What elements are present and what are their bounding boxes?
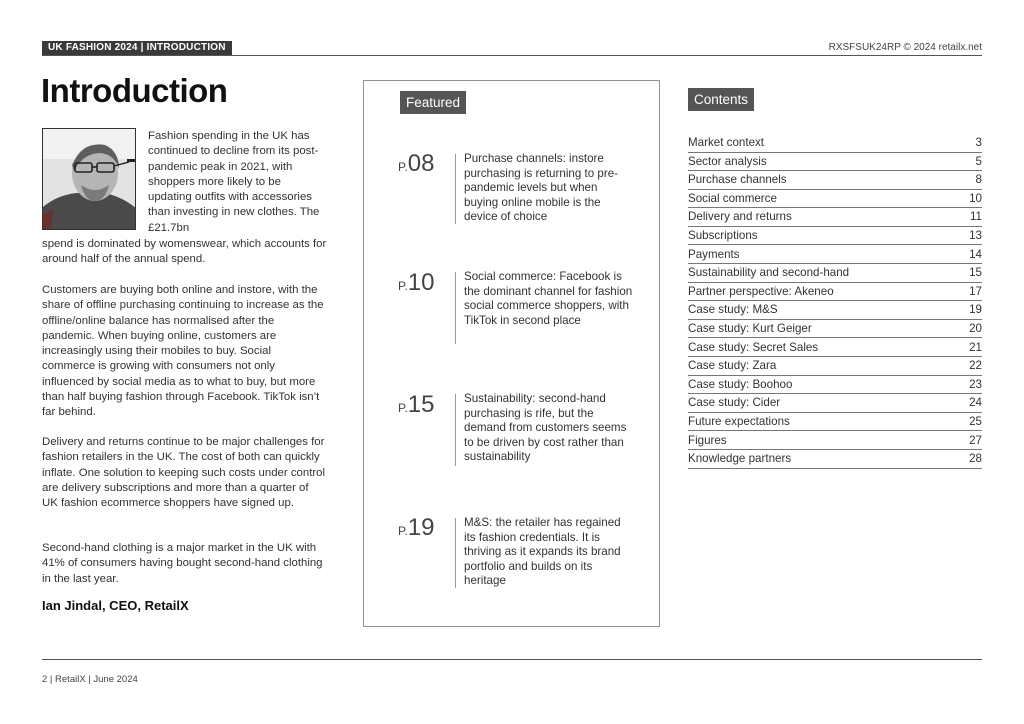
- featured-item-text[interactable]: Social commerce: Facebook is the dominant channel for fashion social commerce shoppers, with TikTok in second place: [464, 270, 633, 327]
- featured-divider: [455, 394, 456, 466]
- toc-item-title: Sector analysis: [688, 154, 767, 168]
- page-title: Introduction: [41, 72, 228, 109]
- featured-divider: [455, 518, 456, 588]
- toc-item-title: Case study: Cider: [688, 396, 781, 410]
- toc-item-title: Subscriptions: [688, 228, 758, 242]
- intro-paragraph-3: Delivery and returns continue to be major challenges for fashion retailers in the UK. The cost of both can quickly inflate. One solution to keeping such costs under control are delivery subscriptions and more than a quarter of UK fashion ecommerce shoppers have signed up.: [42, 436, 326, 510]
- toc-item[interactable]: [688, 135, 982, 153]
- author-signoff: Ian Jindal, CEO, RetailX: [42, 598, 189, 613]
- toc-item[interactable]: [688, 433, 982, 451]
- featured-divider: [455, 154, 456, 224]
- intro-paragraph-2: Customers are buying both online and instore, with the share of offline purchasing continuing to increase as the offline/online balance has normalised after the pandemic. When buying online, customers are increasingly using their mobiles to buy. Social commerce is growing with consumers not only influenced by social media as to what to buy, but more than half buying fashion through Facebook. TikTok isn’t far behind.: [42, 284, 324, 419]
- toc-item-page: 15: [969, 266, 982, 280]
- page-number: 15: [407, 391, 435, 418]
- page-prefix: P.: [398, 279, 408, 293]
- featured-item-page[interactable]: [398, 270, 435, 299]
- toc-item-page: 23: [969, 377, 982, 391]
- report-code: RXSFSUK24RP © 2024 retailx.net: [828, 42, 982, 53]
- toc-item[interactable]: [688, 395, 982, 413]
- featured-item-text[interactable]: M&S: the retailer has regained its fashion credentials. It is thriving as it expands its brand portfolio and builds on its heritage: [464, 516, 621, 588]
- toc-item[interactable]: [688, 265, 982, 283]
- toc-item[interactable]: [688, 284, 982, 302]
- toc-item-title: Payments: [688, 247, 740, 261]
- toc-item[interactable]: [688, 172, 982, 190]
- toc-item-page: 22: [969, 359, 982, 373]
- toc-item-title: Case study: Kurt Geiger: [688, 321, 812, 335]
- contents-label: Contents: [688, 88, 754, 111]
- page-footer: 2 | RetailX | June 2024: [42, 674, 138, 685]
- toc-item-page: 11: [969, 210, 982, 224]
- toc-item-page: 17: [969, 284, 982, 298]
- toc-item[interactable]: [688, 358, 982, 376]
- toc-item-page: 14: [969, 247, 982, 261]
- toc-item-page: 5: [975, 154, 982, 168]
- toc-item[interactable]: [688, 154, 982, 172]
- featured-item-page[interactable]: [398, 392, 435, 421]
- portrait-image: [43, 129, 136, 230]
- intro-paragraph-1-end: spend is dominated by womenswear, which accounts for around half of the annual spend.: [42, 238, 327, 266]
- toc-item-page: 25: [969, 414, 982, 428]
- toc-item-page: 21: [969, 340, 982, 354]
- toc-item-title: Market context: [688, 136, 765, 149]
- toc-item[interactable]: [688, 414, 982, 432]
- toc-item-title: Social commerce: [688, 191, 777, 205]
- toc-item-title: Delivery and returns: [688, 210, 792, 224]
- page-number: 19: [407, 514, 435, 541]
- toc-item-page: 24: [969, 396, 982, 410]
- toc-item-title: Case study: Boohoo: [688, 377, 793, 391]
- toc-item-page: 19: [969, 303, 982, 317]
- toc-item-title: Case study: Zara: [688, 359, 777, 373]
- intro-paragraph-4: Second-hand clothing is a major market in the UK with 41% of consumers having bought second-hand clothing in the last year.: [42, 542, 323, 585]
- toc-item[interactable]: [688, 377, 982, 395]
- page-prefix: P.: [398, 401, 408, 415]
- toc-item-page: 8: [975, 173, 982, 187]
- toc-item-title: Figures: [688, 433, 727, 447]
- toc-item-title: Partner perspective: Akeneo: [688, 284, 834, 298]
- toc-item[interactable]: [688, 302, 982, 320]
- toc-item-page: 20: [969, 321, 982, 335]
- toc-item-title: Future expectations: [688, 414, 790, 428]
- toc-item-title: Purchase channels: [688, 173, 787, 187]
- featured-item-text[interactable]: Sustainability: second-hand purchasing is rife, but the demand from customers seems to be driven by cost rather than sustainability: [464, 392, 627, 464]
- toc-item-title: Case study: Secret Sales: [688, 340, 819, 354]
- toc-item-page: 3: [975, 136, 982, 149]
- toc-item[interactable]: [688, 247, 982, 265]
- toc-item[interactable]: [688, 209, 982, 227]
- toc-item[interactable]: [688, 451, 982, 469]
- toc-item[interactable]: [688, 340, 982, 358]
- toc-item[interactable]: [688, 321, 982, 339]
- page-prefix: P.: [398, 160, 408, 174]
- toc-item-page: 13: [969, 228, 982, 242]
- toc-item-page: 10: [969, 191, 982, 205]
- table-of-contents: [688, 135, 982, 470]
- toc-item-title: Case study: M&S: [688, 303, 778, 317]
- intro-paragraph-1-start: Fashion spending in the UK has continued to decline from its post-pandemic peak in 2021, with shoppers more likely to be updating outfits with accessories than investing in new clothes. The £21.7bn: [148, 130, 320, 234]
- page-prefix: P.: [398, 524, 408, 538]
- toc-item-page: 28: [969, 452, 982, 466]
- section-header-tag: UK FASHION 2024 | INTRODUCTION: [42, 41, 232, 55]
- featured-item-page[interactable]: [398, 515, 435, 544]
- footer-divider: [42, 659, 982, 660]
- featured-item-page[interactable]: [398, 151, 435, 180]
- featured-item-text[interactable]: Purchase channels: instore purchasing is returning to pre-pandemic levels but when buying online mobile is the device of choice: [464, 152, 619, 224]
- toc-item-title: Sustainability and second-hand: [688, 266, 850, 280]
- featured-label: Featured: [400, 91, 466, 114]
- toc-item-page: 27: [969, 433, 982, 447]
- toc-item[interactable]: [688, 228, 982, 246]
- toc-item[interactable]: [688, 191, 982, 209]
- page-number: 10: [407, 269, 435, 296]
- featured-divider: [455, 272, 456, 344]
- author-photo: [42, 128, 136, 230]
- toc-item-title: Knowledge partners: [688, 452, 792, 466]
- page-number: 08: [407, 150, 435, 177]
- header-divider: [42, 55, 982, 56]
